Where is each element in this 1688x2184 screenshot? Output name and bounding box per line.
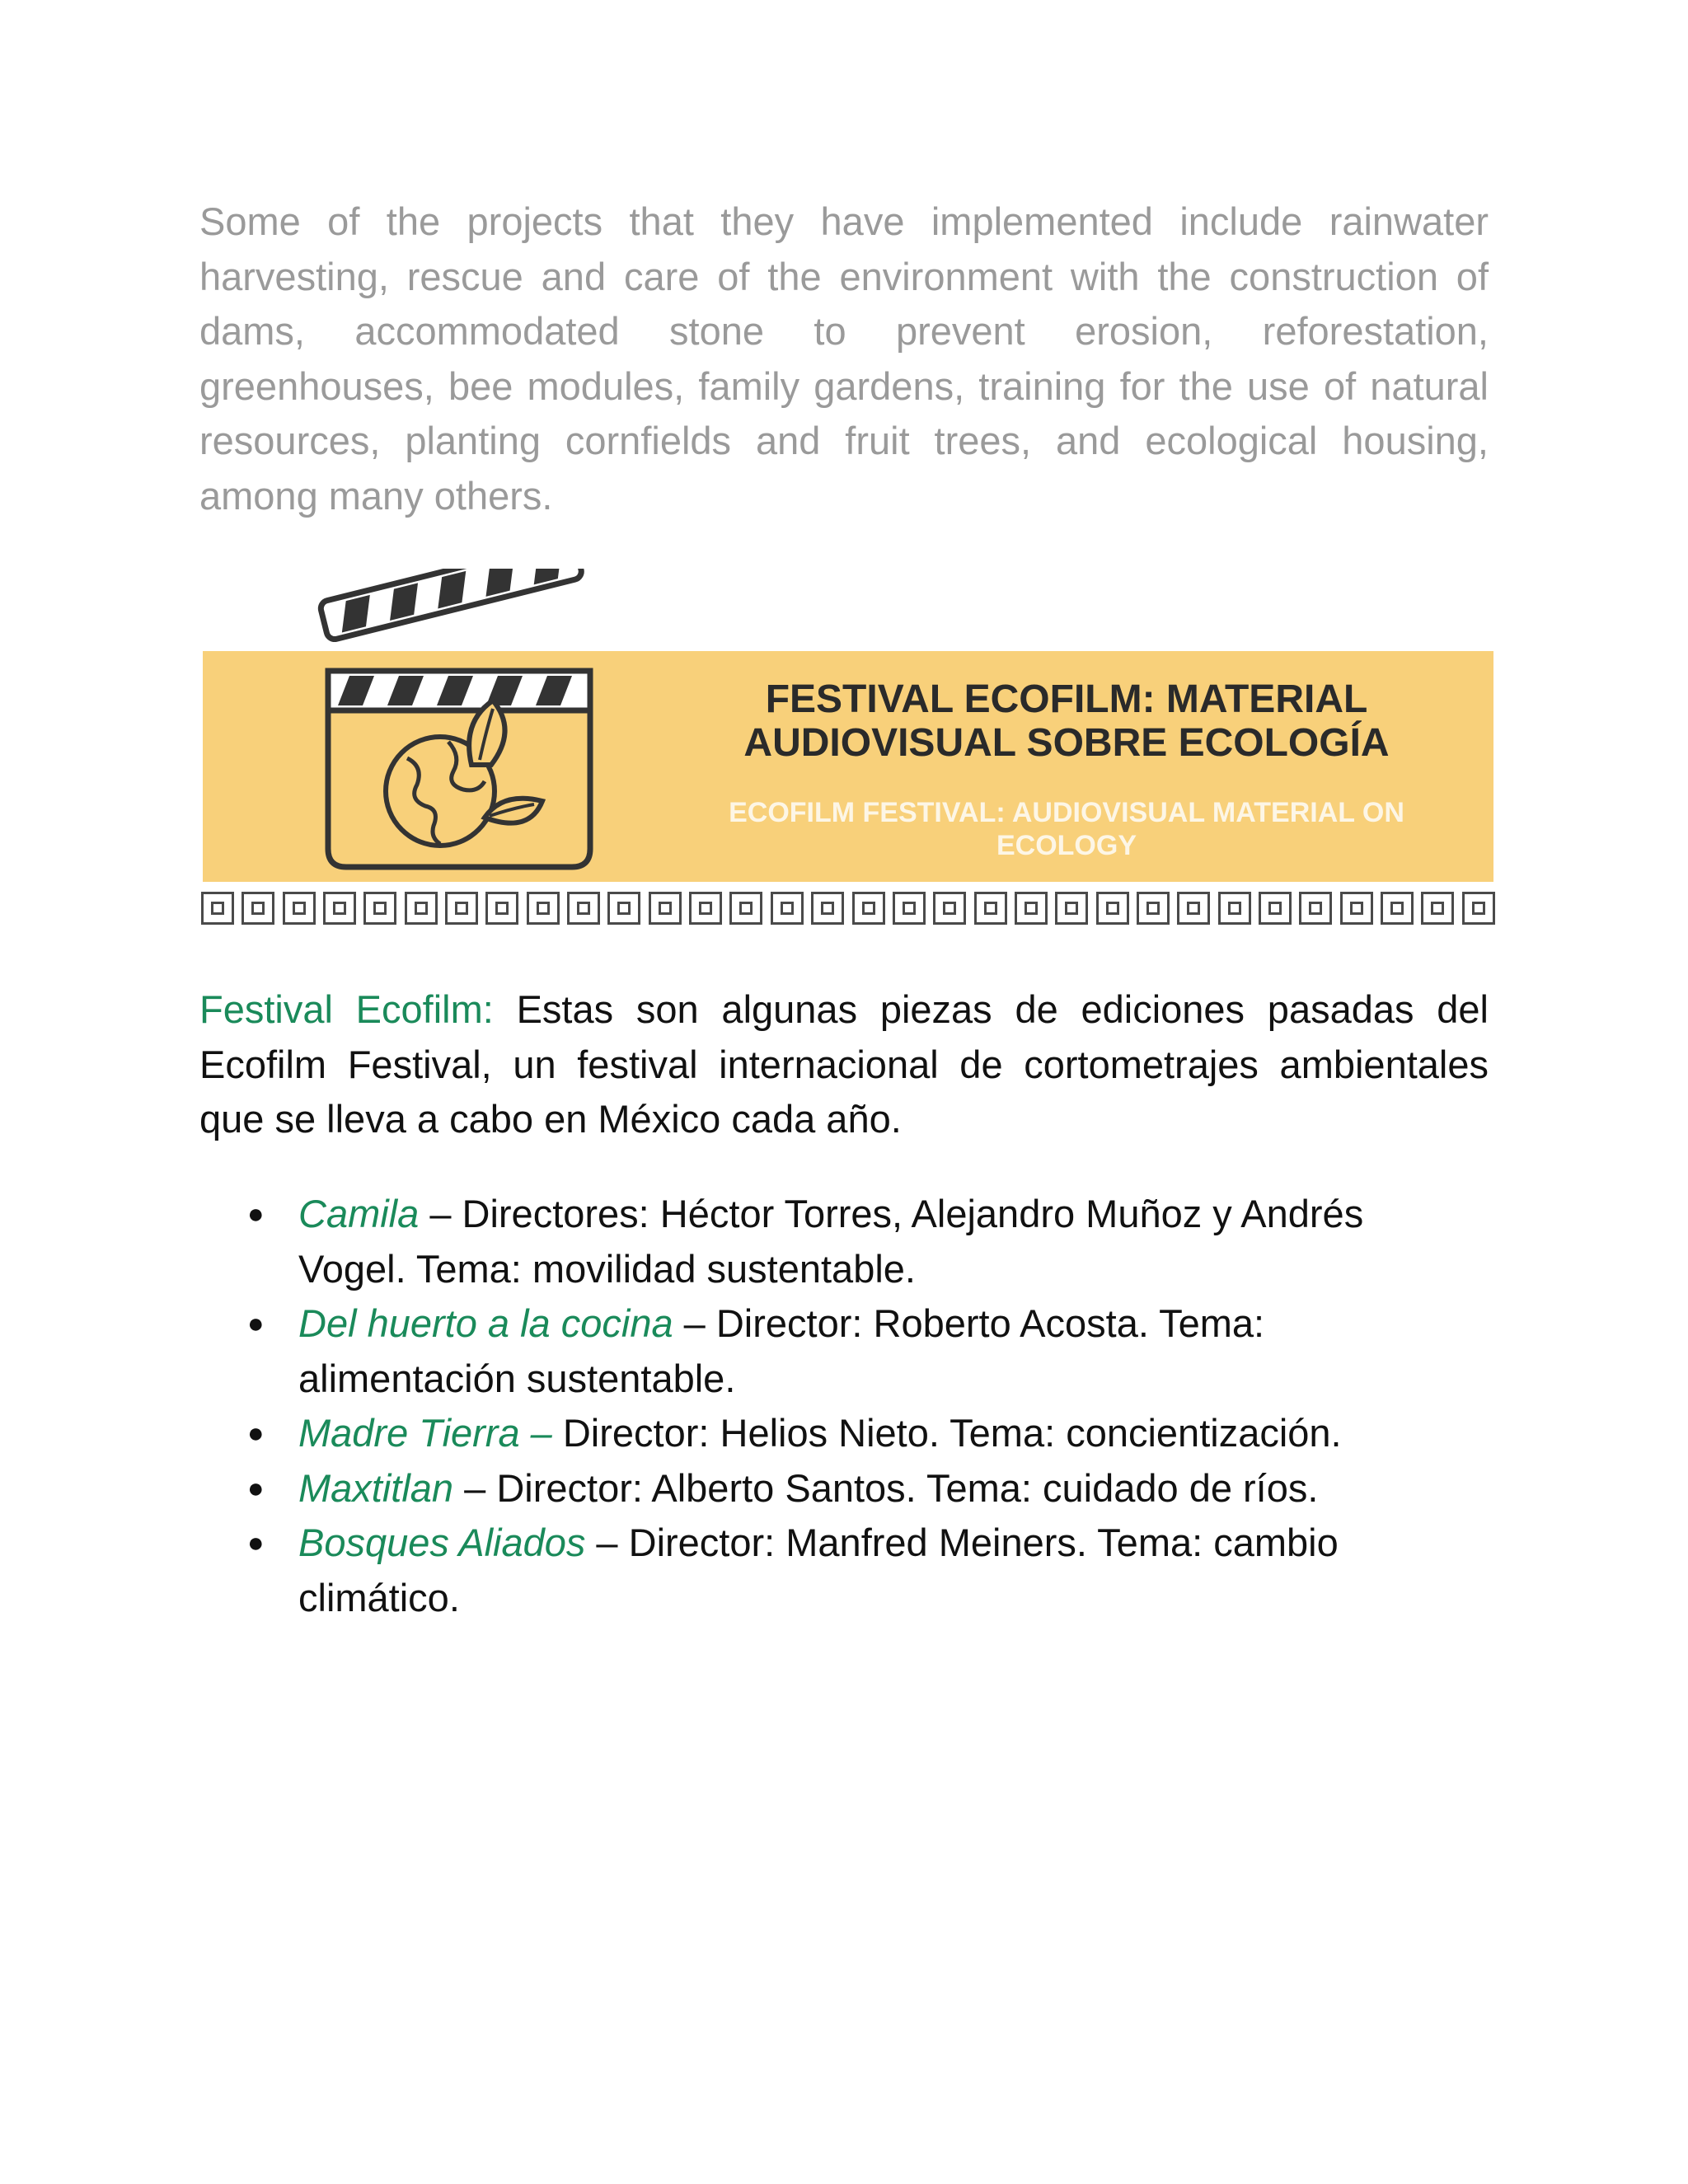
film-frame-icon <box>567 892 600 925</box>
banner-subtitle-line2: ECOLOGY <box>996 830 1137 861</box>
bullet-icon: ● <box>247 1308 265 1339</box>
banner-title <box>654 677 1479 765</box>
film-frame-icon <box>1055 892 1088 925</box>
intro-paragraph: Some of the projects that they have implemented include rainwater harvesting, rescue and care of the environment with the construction of dams, accommodated stone to prevent erosion, reforestation, greenhouses, bee modules, family gardens, training for the use of natural resources, planting cornfields and fruit trees, and ecological housing, among many others. <box>199 199 1489 518</box>
list-item <box>247 1516 1467 1625</box>
film-details: Director: Helios Nieto. Tema: concientización. <box>562 1411 1342 1455</box>
ecofilm-banner <box>201 569 1495 931</box>
festival-label: Festival Ecofilm: <box>199 987 494 1031</box>
film-frame-icon <box>1299 892 1332 925</box>
film-details: – Director: Roberto Acosta. Tema: alimentación sustentable. <box>298 1301 1265 1400</box>
bullet-icon: ● <box>247 1527 265 1558</box>
film-frame-icon <box>445 892 478 925</box>
film-frame-icon <box>811 892 844 925</box>
film-frame-icon <box>1340 892 1373 925</box>
film-frame-icon <box>1421 892 1454 925</box>
banner-subtitle-line1: ECOFILM FESTIVAL: AUDIOVISUAL MATERIAL ON <box>729 797 1404 828</box>
bullet-icon: ● <box>247 1198 265 1230</box>
film-frame-icon <box>201 892 234 925</box>
film-details: – Director: Alberto Santos. Tema: cuidado de ríos. <box>453 1465 1319 1510</box>
film-frame-icon <box>1259 892 1292 925</box>
list-item <box>247 1296 1467 1406</box>
film-frame-icon <box>1137 892 1170 925</box>
film-frame-icon <box>852 892 885 925</box>
film-frame-icon <box>1381 892 1414 925</box>
film-frame-icon <box>1462 892 1495 925</box>
film-frame-icon <box>485 892 518 925</box>
list-item <box>247 1461 1467 1516</box>
list-item <box>247 1187 1467 1296</box>
film-frame-icon <box>649 892 682 925</box>
clapperboard-earth-leaf-icon <box>316 569 597 875</box>
film-frame-icon <box>241 892 274 925</box>
list-item <box>247 1406 1467 1461</box>
film-details: – Director: Manfred Meiners. Tema: cambio climático. <box>298 1521 1339 1619</box>
film-title-link[interactable]: Camila <box>298 1192 420 1235</box>
film-frame-icon <box>363 892 396 925</box>
film-title-link[interactable]: Del huerto a la cocina <box>298 1301 673 1345</box>
film-title-link[interactable]: Maxtitlan <box>298 1465 454 1510</box>
film-strip <box>201 892 1495 928</box>
film-title-link[interactable]: Madre Tierra – <box>298 1411 563 1455</box>
film-frame-icon <box>729 892 762 925</box>
film-frame-icon <box>771 892 804 925</box>
film-list <box>247 1187 1467 1625</box>
film-frame-icon <box>1218 892 1251 925</box>
bullet-icon: ● <box>247 1472 265 1504</box>
film-frame-icon <box>933 892 966 925</box>
film-frame-icon <box>1177 892 1210 925</box>
film-frame-icon <box>405 892 438 925</box>
film-frame-icon <box>1096 892 1129 925</box>
film-frame-icon <box>323 892 356 925</box>
banner-subtitle <box>654 796 1479 862</box>
film-frame-icon <box>283 892 316 925</box>
film-frame-icon <box>974 892 1007 925</box>
film-frame-icon <box>607 892 640 925</box>
film-details: – Directores: Héctor Torres, Alejandro Muñoz y Andrés Vogel. Tema: movilidad sustentable. <box>298 1192 1364 1291</box>
banner-title-line2: AUDIOVISUAL SOBRE ECOLOGÍA <box>743 721 1390 765</box>
film-frame-icon <box>1015 892 1048 925</box>
banner-title-line1: FESTIVAL ECOFILM: MATERIAL <box>765 677 1368 721</box>
festival-text: Estas son algunas piezas de ediciones pasadas del Ecofilm Festival, un festival internacional de cortometrajes ambientales que se lleva a cabo en México cada año. <box>199 987 1489 1141</box>
festival-paragraph <box>199 982 1489 1147</box>
film-frame-icon <box>689 892 722 925</box>
film-frame-icon <box>893 892 926 925</box>
film-title-link[interactable]: Bosques Aliados <box>298 1521 586 1564</box>
bullet-icon: ● <box>247 1418 265 1449</box>
film-frame-icon <box>527 892 560 925</box>
